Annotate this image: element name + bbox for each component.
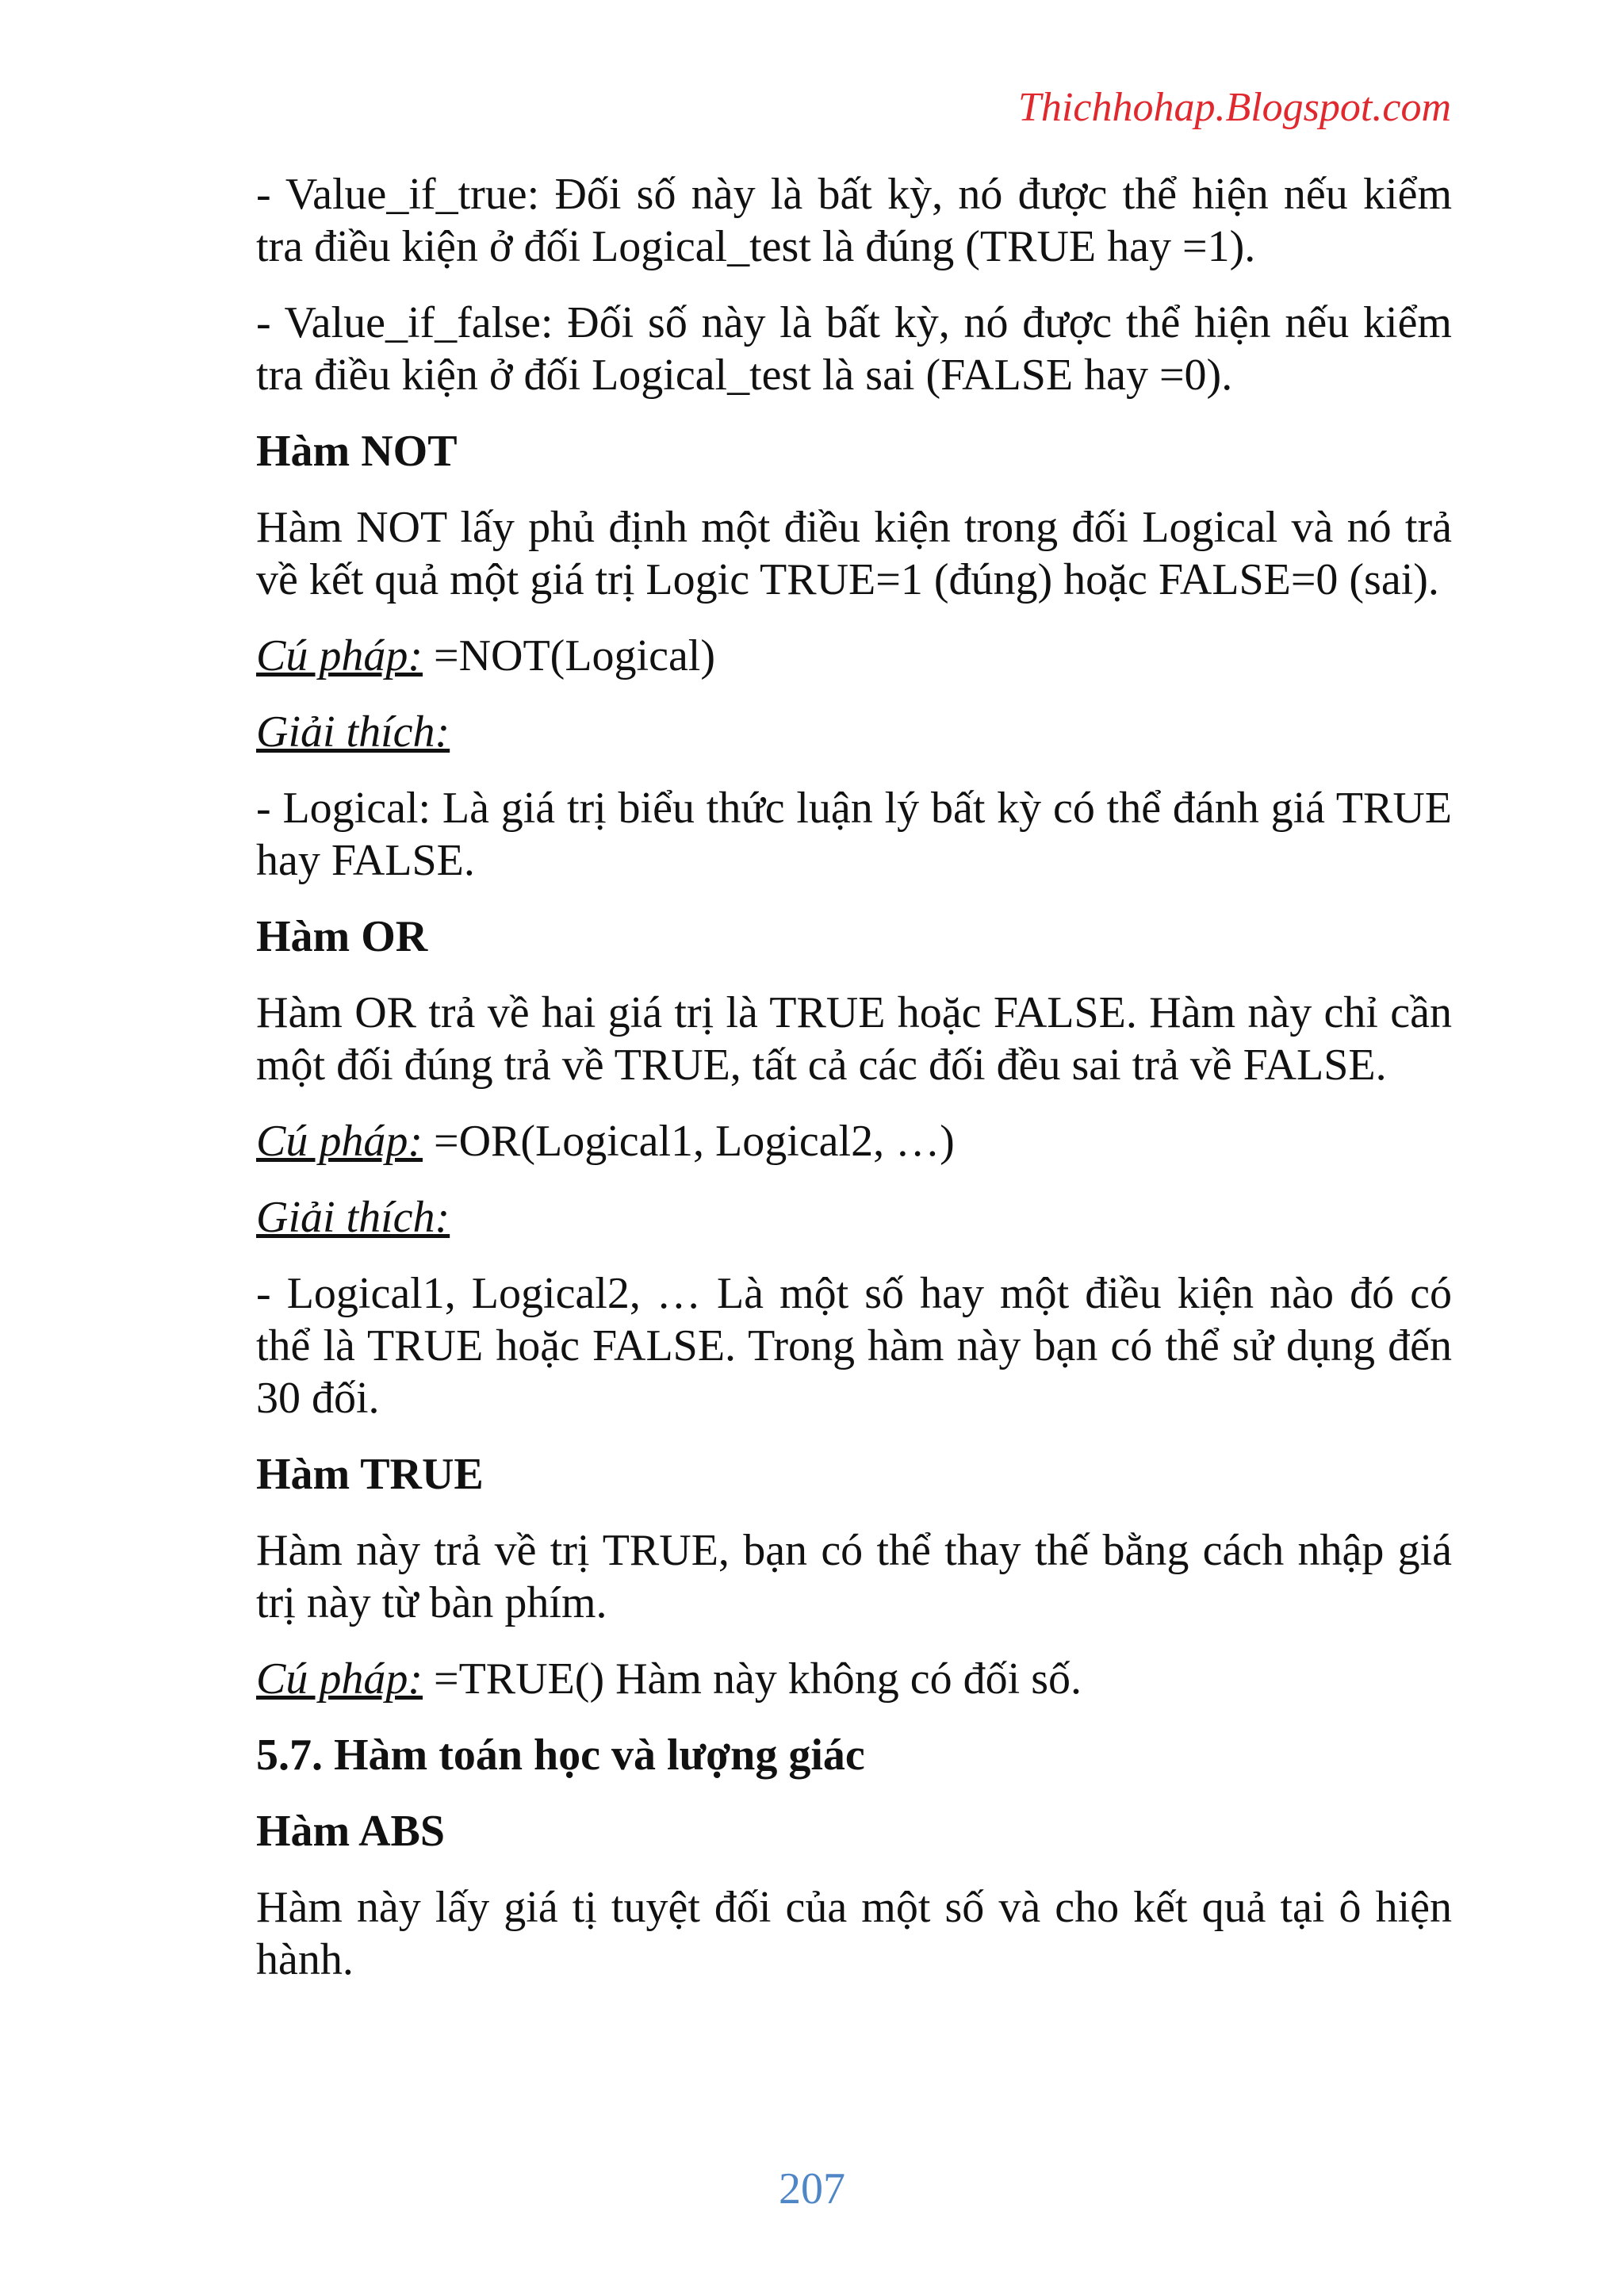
- value-if-true-paragraph: - Value_if_true: Đối số này là bất kỳ, nó được thể hiện nếu kiểm tra điều kiện ở đối Logical_test là đúng (TRUE hay =1).: [256, 170, 1452, 271]
- or-syntax: [256, 1115, 1452, 1167]
- not-explain-label-line: [256, 706, 1452, 758]
- not-heading: Hàm NOT: [256, 427, 458, 476]
- syntax-label: Cú pháp:: [256, 1654, 423, 1704]
- not-syntax: [256, 630, 1452, 682]
- true-heading: Hàm TRUE: [256, 1450, 484, 1499]
- explain-label: Giải thích:: [256, 707, 450, 757]
- page-number: 207: [779, 2164, 845, 2214]
- abs-heading: Hàm ABS: [256, 1807, 446, 1856]
- or-explain-label-line: [256, 1191, 1452, 1244]
- syntax-formula: =OR(Logical1, Logical2, …): [434, 1117, 955, 1166]
- syntax-formula: =TRUE() Hàm này không có đối số.: [434, 1654, 1082, 1704]
- value-if-false-paragraph: - Value_if_false: Đối số này là bất kỳ, nó được thể hiện nếu kiểm tra điều kiện ở đối Logical_test là sai (FALSE hay =0).: [256, 298, 1452, 400]
- true-description: Hàm này trả về trị TRUE, bạn có thể thay thế bằng cách nhập giá trị này từ bàn phím.: [256, 1526, 1452, 1627]
- math-section-heading: 5.7. Hàm toán học và lượng giác: [256, 1731, 865, 1780]
- or-heading: Hàm OR: [256, 912, 428, 961]
- explain-label: Giải thích:: [256, 1193, 450, 1242]
- page-body: [256, 168, 1452, 2010]
- not-description: Hàm NOT lấy phủ định một điều kiện trong đối Logical và nó trả về kết quả một giá trị Logic TRUE=1 (đúng) hoặc FALSE=0 (sai).: [256, 503, 1452, 604]
- syntax-formula: =NOT(Logical): [434, 631, 716, 680]
- or-description: Hàm OR trả về hai giá trị là TRUE hoặc FALSE. Hàm này chỉ cần một đối đúng trả về TRUE, tất cả các đối đều sai trả về FALSE.: [256, 988, 1452, 1090]
- syntax-label: Cú pháp:: [256, 1117, 423, 1166]
- blog-watermark: Thichhohap.Blogspot.com: [1018, 85, 1451, 130]
- abs-description: Hàm này lấy giá tị tuyệt đối của một số và cho kết quả tại ô hiện hành.: [256, 1883, 1452, 1984]
- true-syntax: [256, 1653, 1452, 1705]
- or-explain: - Logical1, Logical2, … Là một số hay một điều kiện nào đó có thể là TRUE hoặc FALSE. Trong hàm này bạn có thể sử dụng đến 30 đối.: [256, 1269, 1452, 1423]
- not-explain: - Logical: Là giá trị biểu thức luận lý bất kỳ có thể đánh giá TRUE hay FALSE.: [256, 784, 1452, 885]
- syntax-label: Cú pháp:: [256, 631, 423, 680]
